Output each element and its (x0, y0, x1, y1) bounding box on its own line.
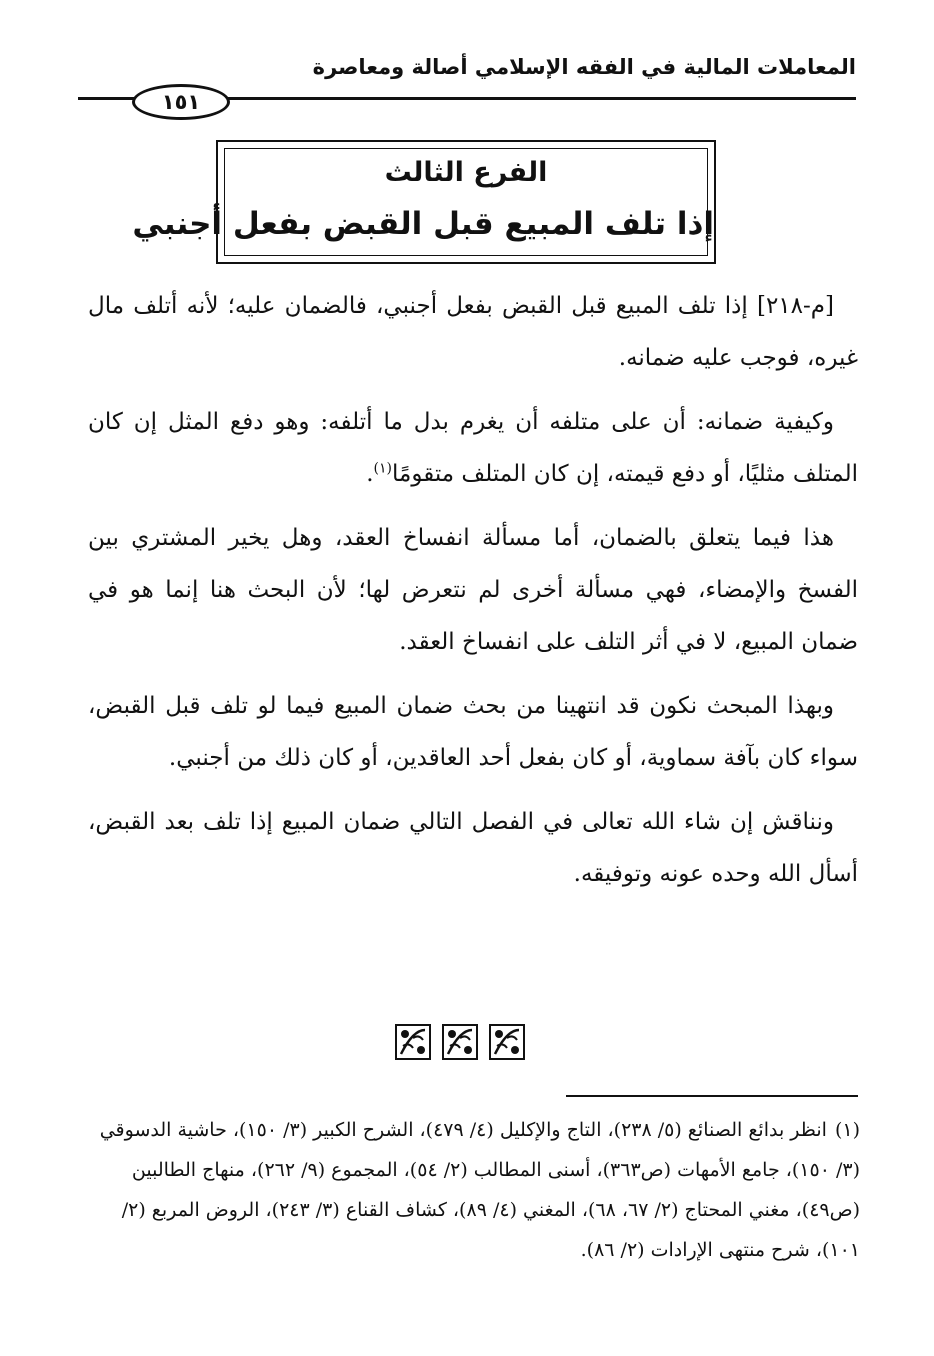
floral-ornament-icon (442, 1024, 478, 1060)
paragraph-4: وبهذا المبحث نكون قد انتهينا من بحث ضمان المبيع فيما لو تلف قبل القبض، سواء كان بآفة سماوية، أو كان بفعل أحد العاقدين، أو كان ذلك من أجنبي. (88, 693, 858, 771)
floral-ornament (395, 1024, 525, 1064)
paragraph-2 (88, 396, 858, 500)
section-label: الفرع الثالث (384, 157, 548, 188)
footnote (84, 1110, 860, 1270)
section-title-frame (132, 140, 716, 264)
page-number: ١٥١ (132, 84, 230, 120)
paragraph-2-text: وكيفية ضمانه: أن على متلفه أن يغرم بدل ما أتلفه: وهو دفع المثل إن كان المتلف مثليًا، أو دفع قيمته، إن كان المتلف متقومًا (88, 409, 858, 487)
body-text (88, 280, 858, 912)
footnote-text: انظر بدائع الصنائع (٥/ ٢٣٨)، التاج والإكليل (٤/ ٤٧٩)، الشرح الكبير (٣/ ١٥٠)، حاشية الدسوقي (٣/ ١٥٠)، جامع الأمهات (ص٣٦٣)، أسنى المطالب (٢/ ٥٤)، المجموع (٩/ ٢٦٢)، منهاج الطالبين (ص٤٩)، مغني المحتاج (٢/ ٦٧، ٦٨)، المغني (٤/ ٨٩)، كشاف القناع (٣/ ٢٤٣)، الروض المربع (٢/ ١٠١)، شرح منتهى الإرادات (٢/ ٨٦). (99, 1119, 860, 1261)
paragraph-2-end: . (366, 461, 374, 487)
running-title: المعاملات المالية في الفقه الإسلامي أصالة ومعاصرة (312, 55, 856, 79)
footnote-number: (١) (834, 1119, 860, 1141)
footnote-rule (566, 1095, 858, 1097)
section-title: إذا تلف المبيع قبل القبض بفعل أجنبي (132, 206, 714, 242)
paragraph-5: ونناقش إن شاء الله تعالى في الفصل التالي ضمان المبيع إذا تلف بعد القبض، أسأل الله وحده عونه وتوفيقه. (88, 809, 858, 887)
floral-ornament-icon (395, 1024, 431, 1060)
paragraph-3: هذا فيما يتعلق بالضمان، أما مسألة انفساخ العقد، وهل يخير المشتري بين الفسخ والإمضاء، فهي مسألة أخرى لم نتعرض لها؛ لأن البحث هنا إنما هو في ضمان المبيع، لا في أثر التلف على انفساخ العقد. (88, 525, 858, 655)
paragraph-1: [م-٢١٨] إذا تلف المبيع قبل القبض بفعل أجنبي، فالضمان عليه؛ لأنه أتلف مال غيره، فوجب عليه ضمانه. (88, 293, 858, 371)
floral-ornament-icon (489, 1024, 525, 1060)
footnote-reference: (١) (373, 460, 392, 477)
